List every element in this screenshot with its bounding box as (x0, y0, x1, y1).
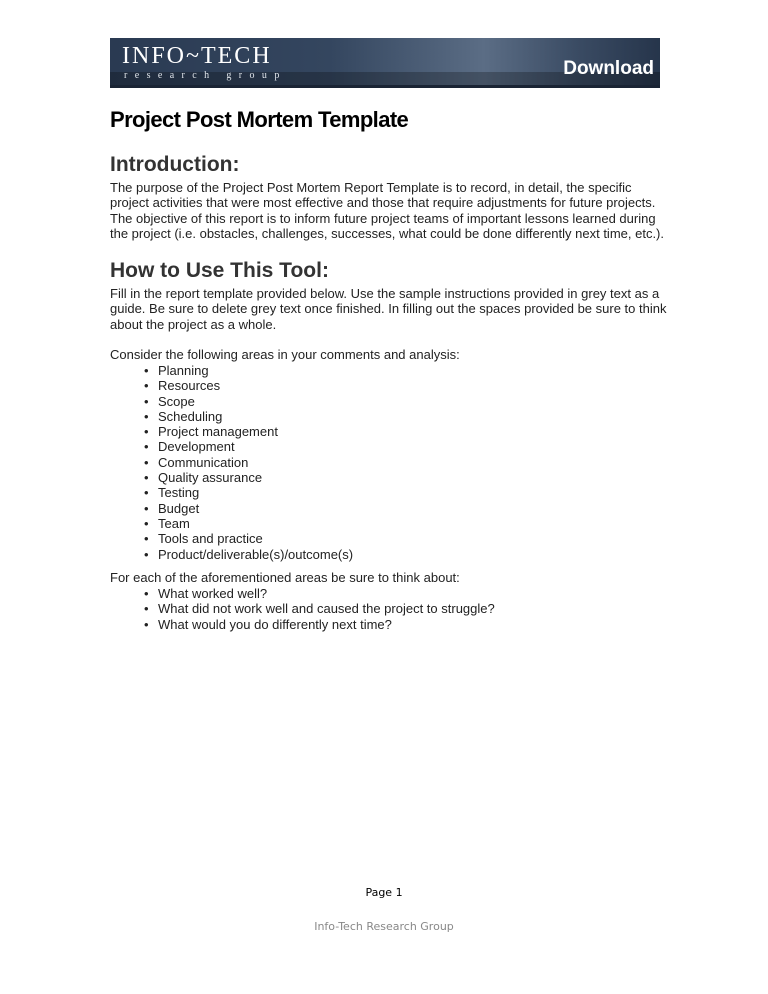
logo-subtitle: research group (124, 70, 287, 81)
list-item: • What did not work well and caused the project to struggle? (110, 601, 495, 616)
page-number: Page 1 (365, 886, 403, 899)
list-item: • Team (110, 516, 353, 531)
list-item: • Communication (110, 455, 353, 470)
list-item: • What would you do differently next time? (110, 617, 495, 632)
list-item: • Tools and practice (110, 531, 353, 546)
list-item: • Testing (110, 485, 353, 500)
list-item: • Project management (110, 424, 353, 439)
list-item: • What worked well? (110, 586, 495, 601)
header-banner (110, 38, 660, 88)
list-item: • Product/deliverable(s)/outcome(s) (110, 547, 353, 562)
list-item: • Planning (110, 363, 353, 378)
intro-text: The purpose of the Project Post Mortem Report Template is to record, in detail, the specific project activities that were most effective and those that require adjustments for future projects. The objective of this report is to inform future project teams of important lessons learned during the project (i.e. obstacles, challenges, successes, what could be done differently next time, etc.). (110, 180, 664, 242)
howto-text: Fill in the report template provided below. Use the sample instructions provided in grey text as a guide. Be sure to delete grey text once finished. In filling out the spaces provided be sure to think about the project as a whole. (110, 286, 667, 332)
list-item: • Development (110, 439, 353, 454)
page-title: Project Post Mortem Template (110, 107, 409, 132)
download-label[interactable]: Download (563, 58, 654, 79)
howto-heading: How to Use This Tool: (110, 259, 329, 282)
questions-list (110, 586, 495, 632)
list-item: • Budget (110, 501, 353, 516)
consider-text: Consider the following areas in your comments and analysis: (110, 347, 460, 362)
areas-list (110, 363, 353, 562)
list-item: • Quality assurance (110, 470, 353, 485)
logo: INFO~TECH (122, 43, 272, 69)
list-item: • Scheduling (110, 409, 353, 424)
list-item: • Scope (110, 394, 353, 409)
footer-company: Info-Tech Research Group (314, 920, 454, 933)
list-item: • Resources (110, 378, 353, 393)
intro-heading: Introduction: (110, 153, 240, 176)
foreach-text: For each of the aforementioned areas be sure to think about: (110, 570, 460, 585)
